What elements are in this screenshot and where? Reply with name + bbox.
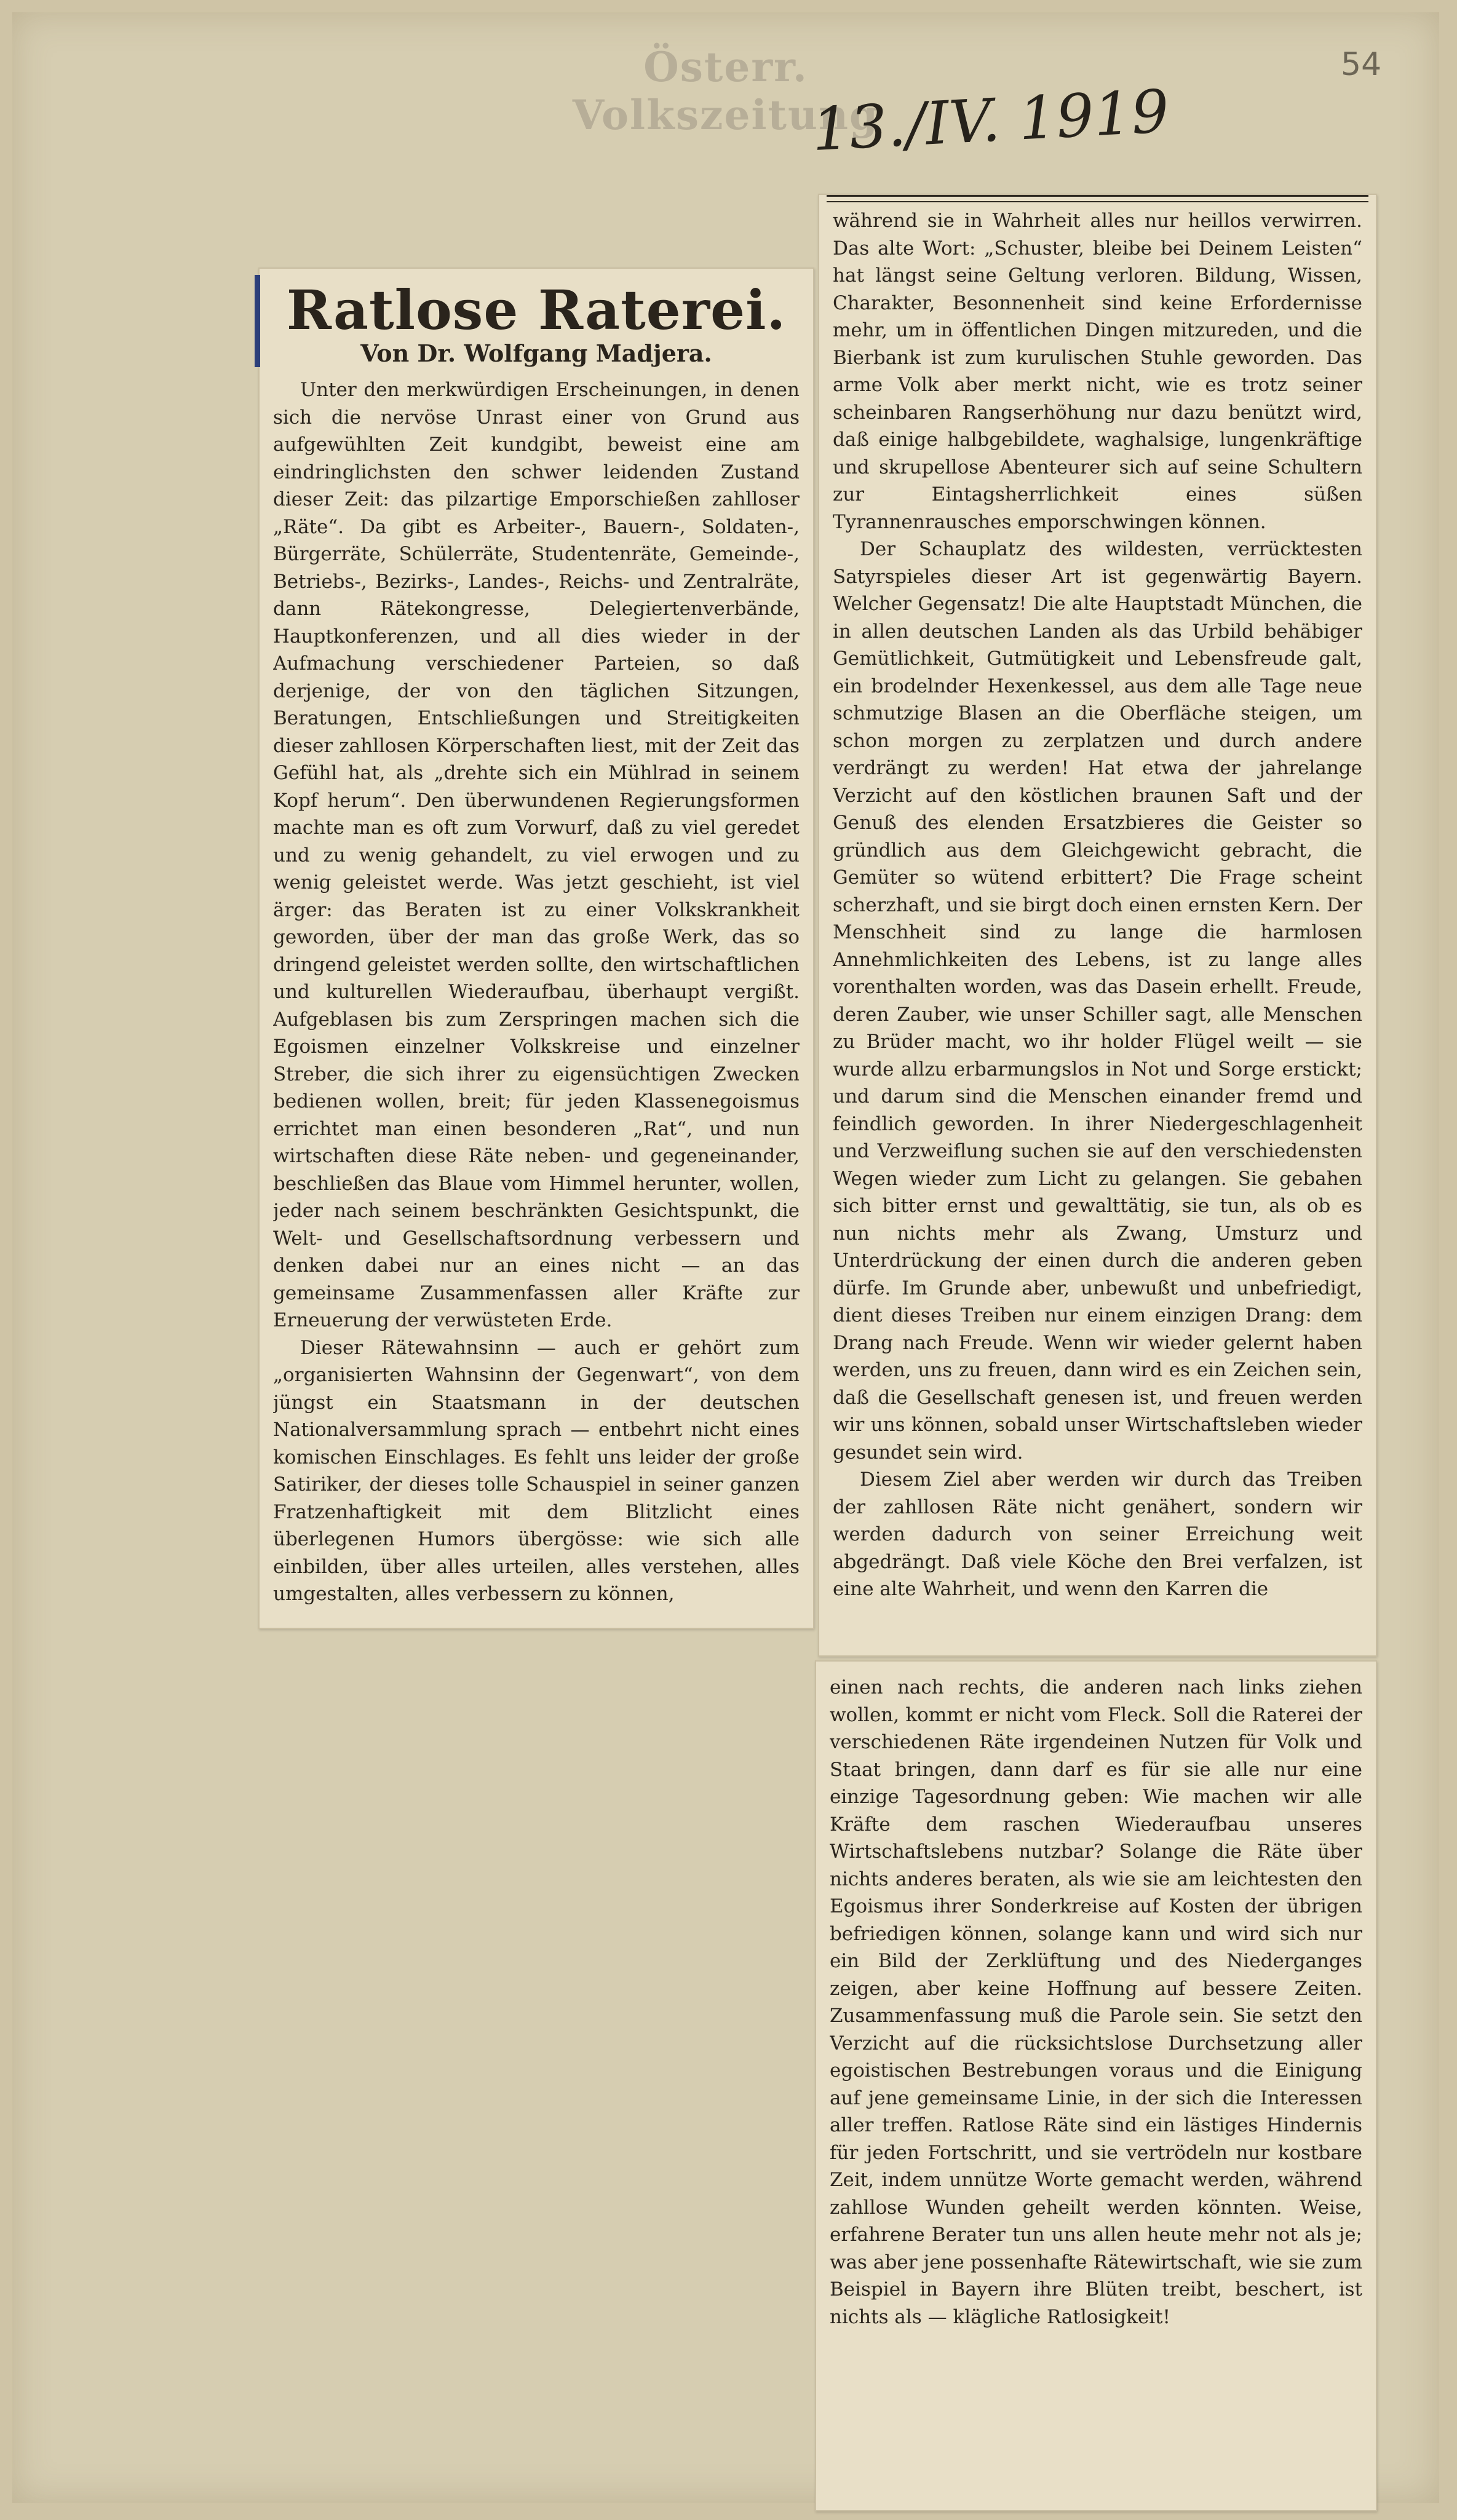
paragraph: Der Schauplatz des wildesten, verrücktesten Satyrspieles dieser Art ist gegenwärtig Bayern. Welcher Gegensatz! Die alte Hauptstadt München, die in allen deutschen Landen als das Urbild behäbiger Gemütlichkeit, Gutmütigkeit und Lebensfreude galt, ein brodelnder Hexenkessel, aus dem alle Tage neue schmutzige Blasen an die Oberfläche steigen, um schon morgen zu zerplatzen und durch andere verdrängt zu werden! Hat etwa der jahrelange Verzicht auf den köstlichen braunen Saft und der Genuß des elenden Ersatzbieres die Geister so gründlich aus dem Gleichgewicht gebracht, die Gemüter so wütend erbittert? Die Frage scheint scherzhaft, und sie birgt doch einen ernsten Kern. Der Menschheit sind zu lange die harmlosen Annehmlichkeiten des Lebens, ist zu lange alles vorenthalten worden, was das Dasein erhellt. Freude, deren Zauber, wie unser Schiller sagt, alle Menschen zu Brüder macht, wo ihr holder Flügel weilt — sie wurde allzu erbarmungslos in Not und Sorge erstickt; und darum sind die Menschen einander fremd und feindlich geworden. In ihrer Niedergeschlagenheit und Verzweiflung suchen sie auf den verschiedensten Wegen wieder zum Licht zu gelangen. Sie gebahen sich bitter ernst und gewalttätig, sie tun, als ob es nun nichts mehr als Zwang, Umsturz und Unterdrückung der einen durch die anderen geben dürfe. Im Grunde aber, unbewußt und unbefriedigt, dient dieses Treiben nur einem einzigen Drang: dem Drang nach Freude. Wenn wir wieder gelernt haben werden, uns zu freuen, dann wird es ein Zeichen sein, daß die Gesellschaft genesen ist, und freuen werden wir uns können, sobald unser Wirtschaftsleben wieder gesundet sein wird. bbox=[833, 538, 1362, 1464]
newspaper-stamp: Österr. Volkszeitung bbox=[572, 43, 879, 139]
clipping-right-column-bottom bbox=[815, 1660, 1377, 2511]
column-top-rule bbox=[827, 195, 1368, 202]
article-title: Ratlose Raterei. bbox=[286, 278, 787, 342]
clipping-left-column bbox=[258, 267, 814, 1629]
clipping-right-column-top bbox=[818, 194, 1377, 1657]
right-column-top-text bbox=[833, 207, 1362, 1649]
right-column-bottom-text bbox=[830, 1674, 1362, 2503]
handwritten-date: 13./IV. 1919 bbox=[810, 76, 1171, 165]
paragraph: Dieser Rätewahnsinn — auch er gehört zum „organisierten Wahnsinn der Gegenwart“, von dem jüngst ein Staatsmann in der deutschen Nationalversammlung sprach — entbehrt nicht eines komischen Einschlages. Es fehlt uns leider der große Satiriker, der dieses tolle Schauspiel in seiner ganzen Fratzenhaftigkeit mit dem Blitzlicht eines überlegenen Humors übergösse: wie sich alle einbilden, über alles urteilen, alles verstehen, alles umgestalten, alles verbessern zu können, bbox=[273, 1336, 800, 1605]
archive-sheet bbox=[12, 12, 1439, 2503]
page-number: 54 bbox=[1341, 46, 1382, 83]
paragraph: Unter den merkwürdigen Erscheinungen, in denen sich die nervöse Unrast einer von Grund aus aufgewühlten Zeit kundgibt, beweist eine am eindringlichsten den schwer leidenden Zustand dieser Zeit: das pilzartige Emporschießen zahlloser „Räte“. Da gibt es Arbeiter-, Bauern-, Soldaten-, Bürgerräte, Schülerräte, Studentenräte, Gemeinde-, Betriebs-, Bezirks-, Landes-, Reichs- und Zentralräte, dann Rätekongresse, Delegiertenverbände, Hauptkonferenzen, und all dies wieder in der Aufmachung verschiedener Parteien, so daß derjenige, der von den täglichen Sitzungen, Beratungen, Entschließungen und Streitigkeiten dieser zahllosen Körperschaften liest, mit der Zeit das Gefühl hat, als „drehte sich ein Mühlrad in seinem Kopf herum“. Den überwundenen Regierungsformen machte man es oft zum Vorwurf, daß zu viel geredet und zu wenig gehandelt, zu viel erwogen und zu wenig geleistet werde. Was jetzt geschieht, ist viel ärger: das Beraten ist zu einer Volkskrankheit geworden, über der man das große Werk, das so dringend geleistet werden sollte, den wirtschaftlichen und kulturellen Wiederaufbau, überhaupt vergißt. Aufgeblasen bis zum Zerspringen machen sich die Egoismen einzelner Volkskreise und einzelner Streber, die sich ihrer zu eigensüchtigen Zwecken bedienen wollen, breit; für jeden Klassenegoismus errichtet man einen besonderen „Rat“, und nun wirtschaften diese Räte neben- und gegeneinander, beschließen das Blaue vom Himmel herunter, wollen, jeder nach seinem beschränkten Gesichtspunkt, die Welt- und Gesellschaftsordnung verbessern und denken dabei nur an eines nicht — an das gemeinsame Zusammenfassen aller Kräfte zur Erneuerung der verwüsteten Erde. bbox=[273, 379, 800, 1331]
paragraph: Diesem Ziel aber werden wir durch das Treiben der zahllosen Räte nicht genähert, sondern wir werden dadurch von seiner Erreichung weit abgedrängt. Daß viele Köche den Brei verfalzen, ist eine alte Wahrheit, und wenn den Karren die bbox=[833, 1468, 1362, 1600]
article-author: Von Dr. Wolfgang Madjera. bbox=[360, 339, 712, 367]
paragraph: während sie in Wahrheit alles nur heillos verwirren. Das alte Wort: „Schuster, bleibe bei Deinem Leisten“ hat längst seine Geltung verloren. Bildung, Wissen, Charakter, Besonnenheit sind keine Erfordernisse mehr, um in öffentlichen Dingen mitzureden, und die Bierbank ist zum kurulischen Stuhle geworden. Das arme Volk aber merkt nicht, wie es trotz seiner scheinbaren Rangserhöhung nur dazu benützt wird, daß einige halbgebildete, waghalsige, lungenkräftige und skrupellose Abenteurer sich auf seine Schultern zur Eintagsherrlichkeit eines süßen Tyrannenrausches emporschwingen können. bbox=[833, 210, 1362, 533]
left-column-text bbox=[273, 376, 800, 1620]
paragraph: einen nach rechts, die anderen nach links ziehen wollen, kommt er nicht vom Fleck. Soll die Raterei der verschiedenen Räte irgendeinen Nutzen für Volk und Staat bringen, dann darf es für sie alle nur eine einzige Tagesordnung geben: Wie machen wir alle Kräfte dem raschen Wiederaufbau unseres Wirtschaftslebens nutzbar? Solange die Räte über nichts anderes beraten, als wie sie am leichtesten den Egoismus ihrer Sonderkreise auf Kosten der übrigen befriedigen können, solange kann und wird sich nur ein Bild der Zerklüftung und des Niederganges zeigen, aber keine Hoffnung auf bessere Zeiten. Zusammenfassung muß die Parole sein. Sie setzt den Verzicht auf die rücksichtslose Durchsetzung aller egoistischen Bestrebungen voraus und die Einigung auf jene gemeinsame Linie, in der sich die Interessen aller treffen. Ratlose Räte sind ein lästiges Hindernis für jeden Fortschritt, und sie vertrödeln nur kostbare Zeit, indem unnütze Worte gemacht werden, während zahllose Wunden geheilt werden könnten. Weise, erfahrene Berater tun uns allen heute mehr not als je; was aber jene possenhafte Rätewirtschaft, wie sie zum Beispiel in Bayern ihre Blüten treibt, beschert, ist nichts als — klägliche Ratlosigkeit! bbox=[830, 1676, 1362, 2328]
